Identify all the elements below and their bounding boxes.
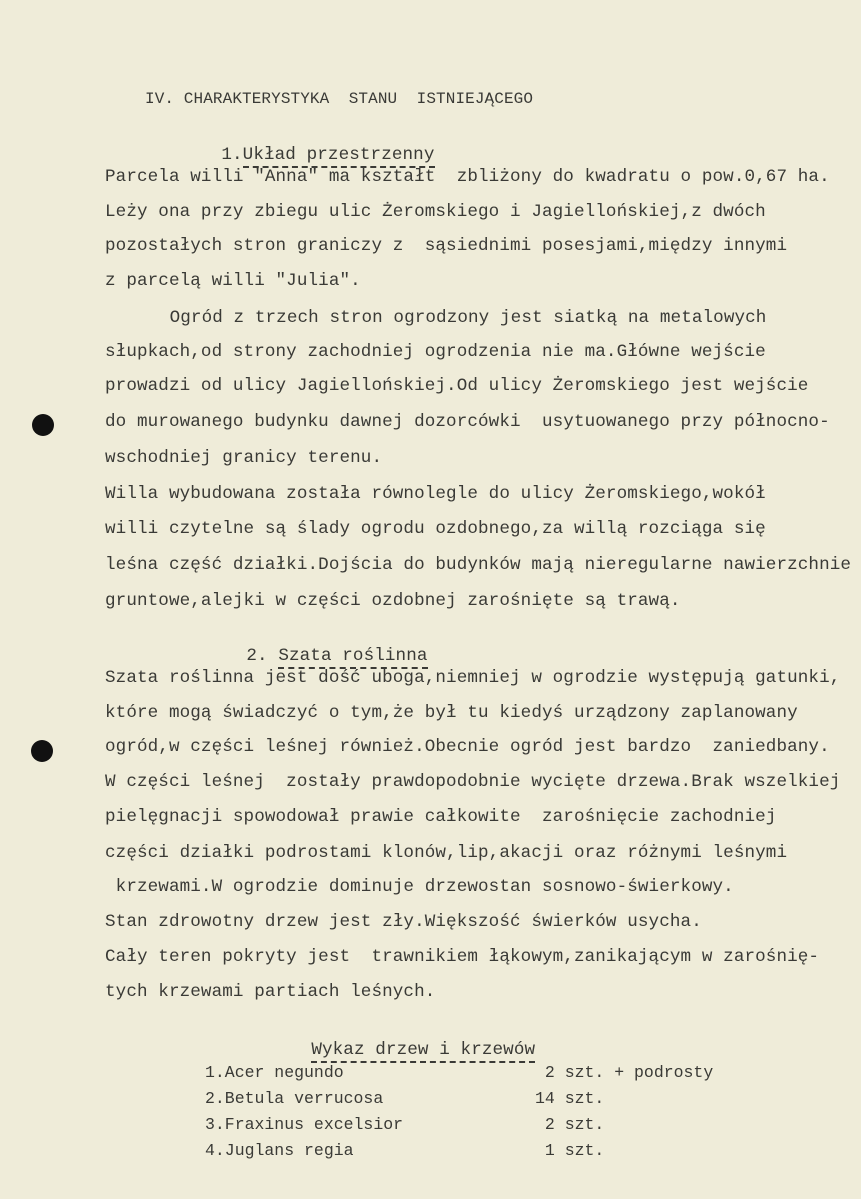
paragraph-line: które mogą świadczyć o tym,że był tu kiedyś urządzony zaplanowany: [105, 703, 798, 723]
paragraph-line: Stan zdrowotny drzew jest zły.Większość świerków usycha.: [105, 912, 702, 932]
tree-count: 2 szt. + podrosty: [535, 1063, 714, 1082]
paragraph-line: leśna część działki.Dojścia do budynków mają nieregularne nawierzchnie: [105, 555, 852, 575]
paragraph-line: Willa wybudowana została równolegle do ulicy Żeromskiego,wokół: [105, 484, 766, 504]
section2-heading: [225, 626, 428, 666]
paragraph-line: wschodniej granicy terenu.: [105, 448, 383, 468]
tree-list-title: Wykaz drzew i krzewów: [311, 1040, 535, 1063]
paragraph-line: pielęgnacji spowodował prawie całkowite zarośnięcie zachodniej: [105, 807, 777, 827]
section1-title: Układ przestrzenny: [243, 145, 435, 168]
paragraph-line: W części leśnej zostały prawdopodobnie wycięte drzewa.Brak wszelkiej: [105, 772, 841, 792]
paragraph-line: pozostałych stron graniczy z sąsiednimi posesjami,między innymi: [105, 236, 788, 256]
tree-name: 4.Juglans regia: [205, 1141, 354, 1160]
paragraph-line: Leży ona przy zbiegu ulic Żeromskiego i Jagiellońskiej,z dwóch: [105, 202, 766, 222]
tree-name: 1.Acer negundo: [205, 1063, 344, 1082]
paragraph-line: prowadzi od ulicy Jagiellońskiej.Od ulicy Żeromskiego jest wejście: [105, 376, 809, 396]
paragraph-line: części działki podrostami klonów,lip,akacji oraz różnymi leśnymi: [105, 843, 788, 863]
paragraph-line: willi czytelne są ślady ogrodu ozdobnego,za willą rozciąga się: [105, 519, 766, 539]
paragraph-line: Szata roślinna jest dość uboga,niemniej w ogrodzie występują gatunki,: [105, 668, 841, 688]
section1-heading: [200, 125, 435, 165]
tree-count: 1 szt.: [535, 1141, 605, 1160]
paragraph-line: Parcela willi "Anna" ma kształt zbliżony do kwadratu o pow.0,67 ha.: [105, 167, 830, 187]
tree-name: 3.Fraxinus excelsior: [205, 1115, 404, 1134]
paragraph-line: do murowanego budynku dawnej dozorcówki usytuowanego przy północno-: [105, 412, 830, 432]
tree-name: 2.Betula verrucosa: [205, 1089, 384, 1108]
section2-title: Szata roślinna: [278, 646, 427, 669]
section1-number: 1.: [221, 145, 243, 165]
paragraph-line: krzewami.W ogrodzie dominuje drzewostan sosnowo-świerkowy.: [105, 877, 734, 897]
paragraph-line: z parcelą willi "Julia".: [105, 271, 361, 291]
paragraph-line: gruntowe,alejki w części ozdobnej zarośnięte są trawą.: [105, 591, 681, 611]
paragraph-line: Ogród z trzech stron ogrodzony jest siatką na metalowych: [95, 308, 767, 328]
page-title: IV. CHARAKTERYSTYKA STANU ISTNIEJĄCEGO: [145, 90, 534, 108]
tree-count: 14 szt.: [535, 1089, 605, 1108]
paragraph-line: ogród,w części leśnej również.Obecnie ogród jest bardzo zaniedbany.: [105, 737, 830, 757]
tree-list-heading: [290, 1020, 535, 1060]
paragraph-line: słupkach,od strony zachodniej ogrodzenia nie ma.Główne wejście: [105, 342, 766, 362]
punch-hole-bottom: [31, 740, 53, 762]
paragraph-line: tych krzewami partiach leśnych.: [105, 982, 436, 1002]
tree-count: 2 szt.: [535, 1115, 605, 1134]
paragraph-line: Cały teren pokryty jest trawnikiem łąkowym,zanikającym w zarośnię-: [105, 947, 820, 967]
section2-number: 2.: [246, 646, 279, 666]
punch-hole-top: [32, 414, 54, 436]
